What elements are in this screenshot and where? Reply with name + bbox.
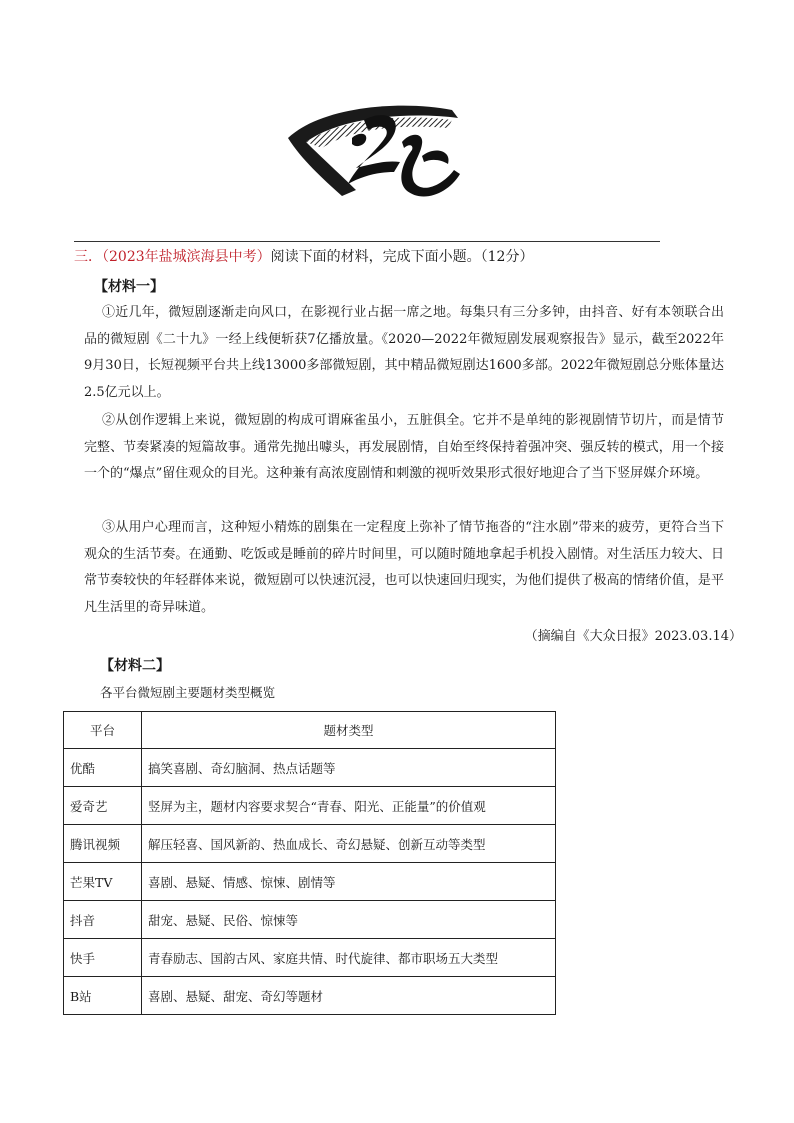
genre-cell: 解压轻喜、国风新韵、热血成长、奇幻悬疑、创新互动等类型: [142, 825, 556, 863]
platform-cell: 腾讯视频: [64, 825, 142, 863]
table-row: [64, 939, 556, 977]
table-row: [64, 901, 556, 939]
table-row: [64, 787, 556, 825]
question-instruction: 阅读下面的材料，完成下面小题。（12分）: [270, 249, 534, 265]
genre-cell: 甜宠、悬疑、民俗、惊悚等: [142, 901, 556, 939]
material1-label: 【材料一】: [94, 279, 164, 295]
genre-cell: 青春励志、国韵古风、家庭共情、时代旋律、都市职场五大类型: [142, 939, 556, 977]
question-source: （2023年盐城滨海县中考）: [102, 249, 271, 265]
material1-paragraph-1: ①近几年，微短剧逐渐走向风口，在影视行业占据一席之地。每集只有三分多钟，由抖音、好有本领联合出品的微短剧《二十九》一经上线便斩获7亿播放量。《2020—2022年微短剧发展观察报告》显示，截至2022年9月30日，长短视频平台共上线13000多部微短剧，其中精品微短剧达1600多部。2022年微短剧总分账体量达2.5亿元以上。: [84, 305, 724, 400]
platform-cell: 优酷: [64, 749, 142, 787]
genre-cell: 搞笑喜剧、奇幻脑洞、热点话题等: [142, 749, 556, 787]
header-platform: 平台: [64, 712, 142, 749]
genre-cell: 竖屏为主，题材内容要求契合“青春、阳光、正能量”的价值观: [142, 787, 556, 825]
material1-paragraph-3: ③从用户心理而言，这种短小精炼的剧集在一定程度上弥补了情节拖沓的“注水剧”带来的疲劳，更符合当下观众的生活节奏。在通勤、吃饭或是睡前的碎片时间里，可以随时随地拿起手机投入剧情。对生活压力较大、日常节奏较快的年轻群体来说，微短剧可以快速沉浸，也可以快速回归现实，为他们提供了极高的情绪价值，是平凡生活里的奇异味道。: [84, 520, 724, 615]
genre-cell: 喜剧、悬疑、情感、惊悚、剧情等: [142, 863, 556, 901]
table-row: [64, 825, 556, 863]
question-number: 三．: [74, 249, 102, 265]
material1-citation: （摘编自《大众日报》2023.03.14）: [524, 629, 742, 644]
material1-paragraph-2: ②从创作逻辑上来说，微短剧的构成可谓麻雀虽小，五脏俱全。它并不是单纯的影视剧情节切片，而是情节完整、节奏紧凑的短篇故事。通常先抛出噱头，再发展剧情，自始至终保持着强冲突、强反转的模式，用一个接一个的“爆点”留住观众的目光。这种兼有高浓度剧情和刺激的视听效果形式很好地迎合了当下竖屏媒介环境。: [84, 413, 724, 482]
genre-cell: 喜剧、悬疑、甜宠、奇幻等题材: [142, 977, 556, 1015]
platform-cell: 快手: [64, 939, 142, 977]
brush-logo-icon: [282, 98, 467, 200]
platform-cell: B站: [64, 977, 142, 1015]
table-header-row: [64, 712, 556, 749]
platform-cell: 芒果TV: [64, 863, 142, 901]
question-heading: [74, 247, 533, 267]
table-caption: 各平台微短剧主要题材类型概览: [100, 685, 276, 700]
header-rule: [74, 241, 660, 242]
platform-genre-table: [63, 711, 556, 1015]
table-row: [64, 749, 556, 787]
material2-label: 【材料二】: [100, 658, 170, 674]
platform-cell: 爱奇艺: [64, 787, 142, 825]
header-genre: 题材类型: [142, 712, 556, 749]
platform-cell: 抖音: [64, 901, 142, 939]
table-row: [64, 863, 556, 901]
table-row: [64, 977, 556, 1015]
